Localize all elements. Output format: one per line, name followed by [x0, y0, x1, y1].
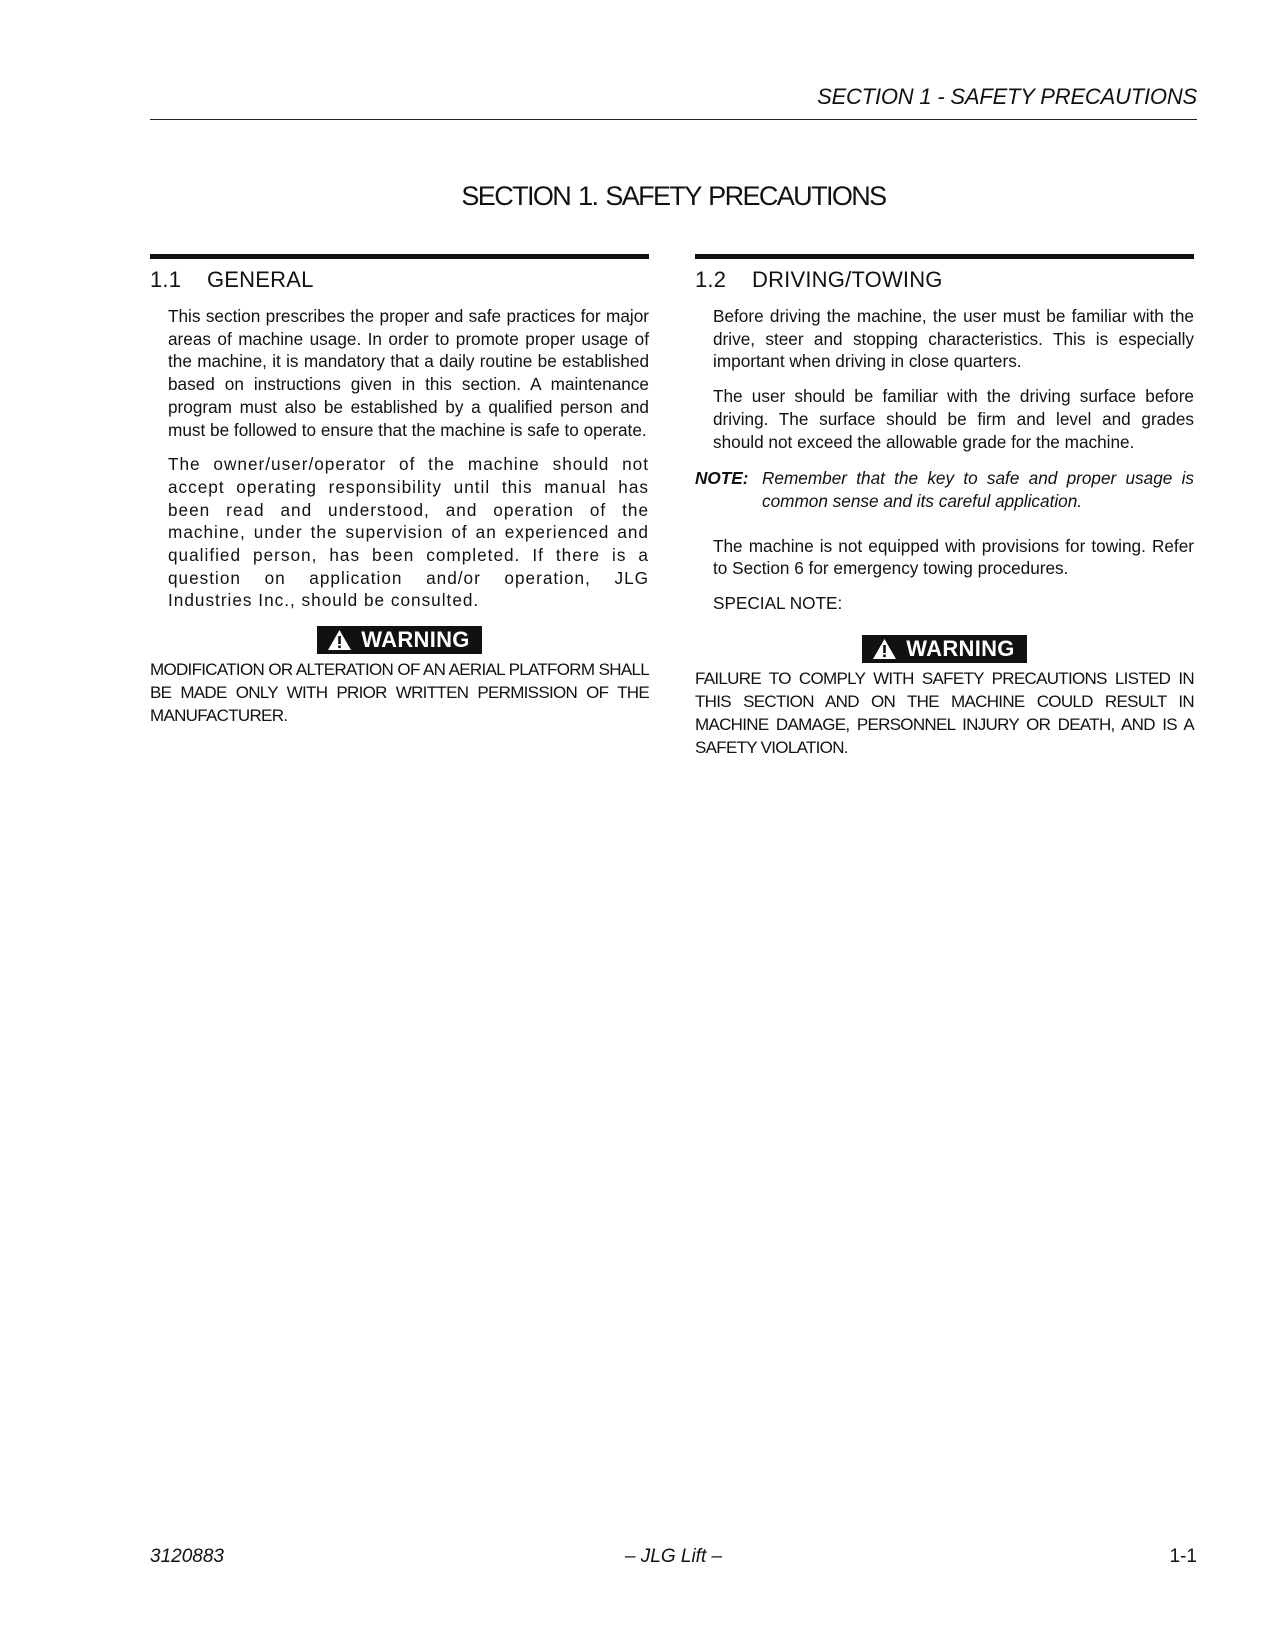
warning-triangle-icon — [327, 629, 352, 651]
warning-block — [695, 635, 1194, 665]
special-note: SPECIAL NOTE: — [713, 593, 843, 614]
warning-block — [150, 626, 649, 656]
section-general — [150, 254, 649, 727]
warning-text: MODIFICATION OR ALTERATION OF AN AERIAL PLATFORM SHALL BE MADE ONLY WITH PRIOR WRITTEN PERMISSION OF THE MANUFACTURER. — [150, 660, 649, 726]
section-number: 1.1 — [150, 267, 182, 292]
header-rule — [150, 119, 1197, 120]
page-number: 1-1 — [1169, 1546, 1197, 1567]
section-driving-towing — [695, 254, 1194, 759]
document-number: 3120883 — [150, 1546, 224, 1567]
footer-center-text: – JLG Lift – — [624, 1546, 723, 1567]
paragraph: Before driving the machine, the user must be familiar with the drive, steer and stopping characteristics. This is especially important when driving in close quarters. — [713, 306, 1194, 372]
paragraph: The machine is not equipped with provisions for towing. Refer to Section 6 for emergency towing procedures. — [713, 535, 1194, 579]
paragraph: The owner/user/operator of the machine should not accept operating responsibility until this manual has been read and understood, and operation of the machine, under the supervision of an experienced and qualified person, has been completed. If there is a question on application and/or operation, JLG Industries Inc., should be consulted. — [168, 454, 649, 611]
section-number: 1.2 — [695, 267, 727, 292]
running-header: SECTION 1 - SAFETY PRECAUTIONS — [817, 84, 1197, 109]
section-title: DRIVING/TOWING — [752, 267, 943, 292]
section-title: GENERAL — [207, 267, 314, 292]
section-heading — [150, 267, 649, 293]
warning-badge — [317, 626, 481, 654]
paragraph: This section prescribes the proper and safe practices for major areas of machine usage. In order to promote proper usage of the machine, it is mandatory that a daily routine be established based on instructions given in this section. A maintenance program must also be established by a qualified person and must be followed to ensure that the machine is safe to operate. — [168, 306, 649, 440]
warning-label: WARNING — [906, 635, 1015, 661]
paragraph: The user should be familiar with the driving surface before driving. The surface should be firm and level and grades should not exceed the allowable grade for the machine. — [713, 386, 1194, 452]
warning-badge — [862, 635, 1026, 663]
section-heading — [695, 267, 1194, 293]
note-label: NOTE: — [695, 468, 749, 489]
note — [695, 467, 1194, 512]
note-text: Remember that the key to safe and proper usage is common sense and its careful application. — [762, 468, 1194, 511]
warning-label: WARNING — [361, 627, 470, 653]
section-rule — [150, 254, 649, 259]
page-title: SECTION 1. SAFETY PRECAUTIONS — [461, 181, 886, 211]
section-rule — [695, 254, 1194, 259]
warning-text: FAILURE TO COMPLY WITH SAFETY PRECAUTIONS LISTED IN THIS SECTION AND ON THE MACHINE COULD RESULT IN MACHINE DAMAGE, PERSONNEL INJURY OR DEATH, AND IS A SAFETY VIOLATION. — [695, 668, 1194, 757]
page-footer — [150, 1546, 1197, 1568]
warning-triangle-icon — [872, 638, 897, 660]
